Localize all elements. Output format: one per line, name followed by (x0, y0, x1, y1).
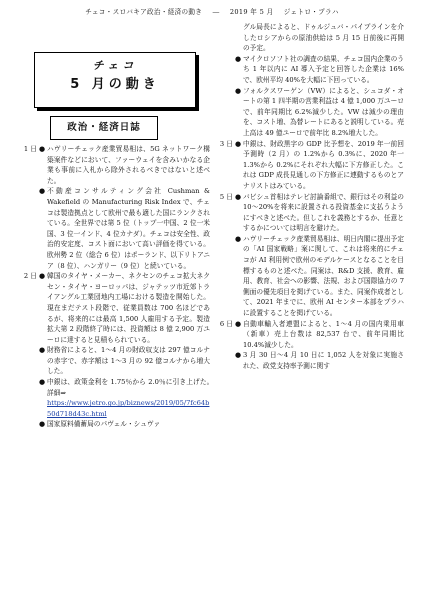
list-item (235, 319, 404, 351)
jetro-biznews-link[interactable]: https://www.jetro.go.jp/biznews/2019/05/7fc64b50d718d43c.html (47, 399, 210, 418)
bullet-icon: ● (235, 192, 242, 201)
list-item (39, 377, 217, 419)
list-item (235, 350, 404, 371)
list-item (235, 234, 404, 319)
bullet-icon: ● (235, 319, 242, 328)
bullet-icon: ● (39, 420, 46, 429)
item-text: フォルクスワーゲン（VW）によると、シュコダ・オートの第 1 四半期の営業利益は 4 億 1,000 万ユーロで、前年同期比 6.2%減少した。VW は減少の理由を、コスト増、為替レートにあると説明している。売上高は 49 億ユーロで前年比 8.2%増大した。 (243, 86, 404, 137)
list-item (39, 345, 210, 377)
title-country: チェコ (92, 59, 138, 72)
bullet-icon: ● (39, 187, 46, 196)
item-text-main: 中銀は、政策金利を 1.75％から 2.0％に引き上げた。 詳細⇒ (47, 378, 217, 397)
header-series-title: チェコ・スロバキア政治・経済の動き (85, 8, 203, 16)
bullet-icon: ● (39, 346, 46, 355)
diary-entry (218, 139, 404, 192)
item-text: 中銀は、財政黒字の GDP 比予想を、2019 年一前回予測時（2 月）の 1.2%から 0.3%に、2020 年一1.3%から 0.2%にそれぞれ大幅に下方修正した。これは GDP 成長見通しの下方修正に連動するものとアナリストはみている。 (243, 139, 404, 190)
title-subtitle: 5 月の動き (70, 77, 160, 92)
list-item (39, 186, 210, 271)
list-item (39, 419, 210, 430)
item-text: 国家原料備蓄局のパヴェル・シュヴァ (47, 420, 161, 429)
diary-entry (22, 144, 210, 271)
title-box (34, 52, 196, 108)
left-column (22, 22, 217, 430)
right-column (218, 22, 404, 372)
item-text (47, 377, 217, 419)
bullet-icon: ● (39, 272, 46, 281)
item-text: ハヴリーチェック産業貿易相は、5G ネットワーク構築案件などにおいて、ファーウェイを含みいかなる企業も事前に入札から除外されるべきではないと述べた。 (47, 145, 210, 185)
header-issue-date: 2019 年 5 月 (229, 8, 274, 16)
bullet-icon: ● (235, 351, 242, 360)
header-organization: ジェトロ・プラハ (283, 8, 339, 16)
running-header (0, 6, 424, 16)
entry-date: 2 日 (23, 272, 37, 281)
list-item (39, 271, 210, 345)
diary-entry (218, 192, 404, 319)
bullet-icon: ● (235, 54, 242, 63)
diary-entry (22, 419, 210, 430)
list-item (39, 144, 210, 186)
item-text: ハヴリーチェック産業貿易相は、明日内閣に提出予定の「AI 国家戦略」案に関して、これは将来的にチェコが AI 利用例で欧州のモデルケースとなることを目標するものと述べた。同案は、R&D 支援、教育、雇用、教育、社会への影響、法規、および国際協力の 7 側面の優先項目を掲げている。また、同案作成者として、2021 年までに、欧州 AI センター本部をプラハに設置することを掲げている。 (243, 234, 404, 318)
item-text: グル局長によると、ドゥルジュバ・パイプラインを介したロシアからの原油供給は 5 月 15 日前後に再開の予定。 (243, 23, 404, 53)
item-text: 3 月 30 日〜4 月 10 日に 1,052 人を対象に実施された、政党支持率予測に関す (243, 351, 404, 370)
bullet-icon: ● (235, 139, 242, 148)
entry-date: 1 日 (23, 145, 37, 153)
list-item (235, 139, 404, 192)
list-item (235, 192, 404, 234)
header-dash: ― (212, 8, 220, 16)
list-item (235, 86, 404, 139)
diary-entry (22, 271, 217, 419)
entry-date: 5 日 (219, 192, 233, 201)
entry-date: 3 日 (219, 139, 233, 148)
item-text: 不動産コンサルティング会社 Cushman & Wakefield の Manufacturing Risk Index で、チェコは製造拠点として欧州で最も適した国にランクされている。全世界では第 5 位（トップ一中国、2 位一米国、3 位一インド、4 位カナダ）。チェコは安全性、政治的安定度、コスト面において高い評価を得ている。欧州勢 2 位（総合 6 位）はポーランド、以下リトアニア（8 位）、ハンガリー（9 位）と続いている。 (47, 187, 210, 270)
item-text: 自動車輸入者連盟によると、1〜4 月の国内乗用車（新車）売上台数は 82,537 台で、前年同期比 10.4%減少した。 (243, 319, 404, 349)
item-text: 財務省によると、1〜4 月の財政収支は 297 億コルナの赤字で、赤字額は 1〜3 月の 92 億コルナから増大した。 (47, 346, 210, 376)
list-item-continued (235, 22, 404, 54)
item-text: 韓国のタイヤ・メーカー、ネクセンのチェコ拡大ネクセン・タイヤ・ヨーロッパは、ジャテッツ市近郊トライアングル工業団地内工場における製造を開始した。現在まだテスト段階で、従業員数は 700 名ほどであるが、将来的には最高 1,500 人雇用する予定。製造拡大第 2 段階終了時には、投資額は 8 億 2,900 万ユーロに達すると見積もられている。 (47, 272, 210, 344)
bullet-icon: ● (235, 234, 242, 243)
bullet-icon: ● (235, 86, 242, 95)
entry-date: 6 日 (219, 319, 233, 328)
section-heading: 政治・経済日誌 (50, 116, 158, 140)
diary-entry (218, 319, 404, 372)
item-text: バビシュ首相はテレビ討論番組で、銀行はその利益の 10〜20%を将来に設置される投資基金に支払うようにすべきと述べた。但しこれを義務とするか、任意とするかについては明言を避けた。 (243, 192, 404, 233)
bullet-icon: ● (39, 145, 46, 153)
item-text: マイクロソフト社の調査の結果、チェコ国内企業のうち 1 年以内に AI 導入予定と回答した企業は 16%で、欧州平均 40%を大幅に下回っている。 (243, 54, 404, 84)
diary-entry (218, 22, 404, 139)
left-entries (22, 144, 217, 430)
list-item (235, 54, 404, 86)
bullet-icon: ● (39, 378, 46, 387)
